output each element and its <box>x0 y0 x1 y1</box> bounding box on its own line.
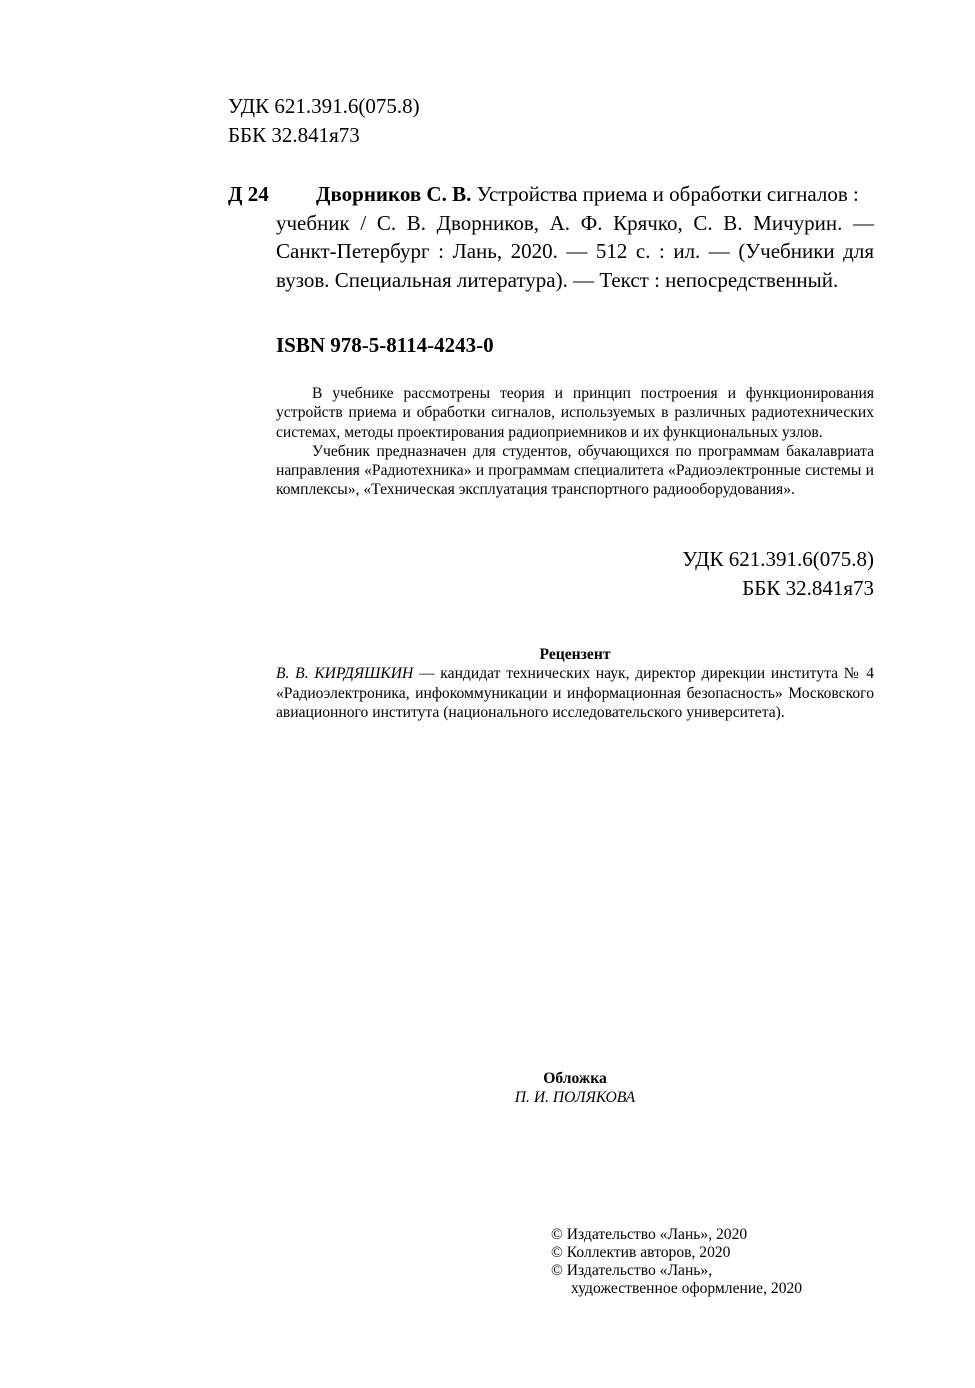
reviewer-text: — кандидат технических наук, директор дирекции института № 4 «Радиоэлектроника, инфокоммуникации и информационная безопасность» Московского авиационного института (национального исследовательского университета). <box>276 665 874 721</box>
copyright-line: художественное оформление, 2020 <box>571 1280 803 1297</box>
copyright-block <box>551 1226 802 1298</box>
book-title: Устройства приема и обработки сигналов : <box>471 182 859 206</box>
bibliographic-text <box>276 180 874 294</box>
reviewer-title: Рецензент <box>539 646 611 663</box>
bbk-right: ББК 32.841я73 <box>742 576 874 600</box>
author-name: Дворников С. В. <box>316 182 472 206</box>
isbn: ISBN 978-5-8114-4243-0 <box>276 333 494 357</box>
reviewer-body <box>276 664 874 722</box>
author-code: Д 24 <box>228 182 269 206</box>
entry-details: учебник / С. В. Дворников, А. Ф. Крячко, С. В. Мичурин. — Санкт-Петербург : Лань, 2020. — 512 с. : ил. — (Учебники для вузов. Специальная литература). — Текст : непосредственный. <box>276 210 874 292</box>
entry-lead <box>276 180 874 209</box>
copyright-line: © Издательство «Лань», <box>551 1262 713 1279</box>
copyright-line: © Издательство «Лань», 2020 <box>551 1226 748 1243</box>
bbk-top: ББК 32.841я73 <box>228 123 360 147</box>
reviewer-block <box>276 645 874 722</box>
udk-top: УДК 621.391.6(075.8) <box>228 94 420 118</box>
bibliographic-entry <box>228 180 874 294</box>
annotation-paragraph-2: Учебник предназначен для студентов, обучающихся по программам бакалавриата направления «Радиотехника» и программам специалитета «Радиоэлектронные системы и комплексы», «Техническая эксплуатация транспортного радиооборудования». <box>276 442 874 499</box>
annotation-paragraph-1: В учебнике рассмотрены теория и принцип построения и функционирования устройств приема и обработки сигналов, используемых в различных радиотехнических системах, методы проектирования радиоприемников и их функциональных узлов. <box>276 385 874 441</box>
reviewer-name: В. В. КИРДЯШКИН <box>276 665 414 683</box>
copyright-line: © Коллектив авторов, 2020 <box>551 1244 731 1261</box>
cover-block <box>276 1069 874 1108</box>
udk-right: УДК 621.391.6(075.8) <box>682 547 874 571</box>
top-classification <box>228 92 420 150</box>
cover-title: Обложка <box>543 1070 607 1087</box>
right-classification <box>682 545 874 603</box>
annotation <box>276 384 874 500</box>
cover-designer: П. И. ПОЛЯКОВА <box>514 1089 636 1107</box>
